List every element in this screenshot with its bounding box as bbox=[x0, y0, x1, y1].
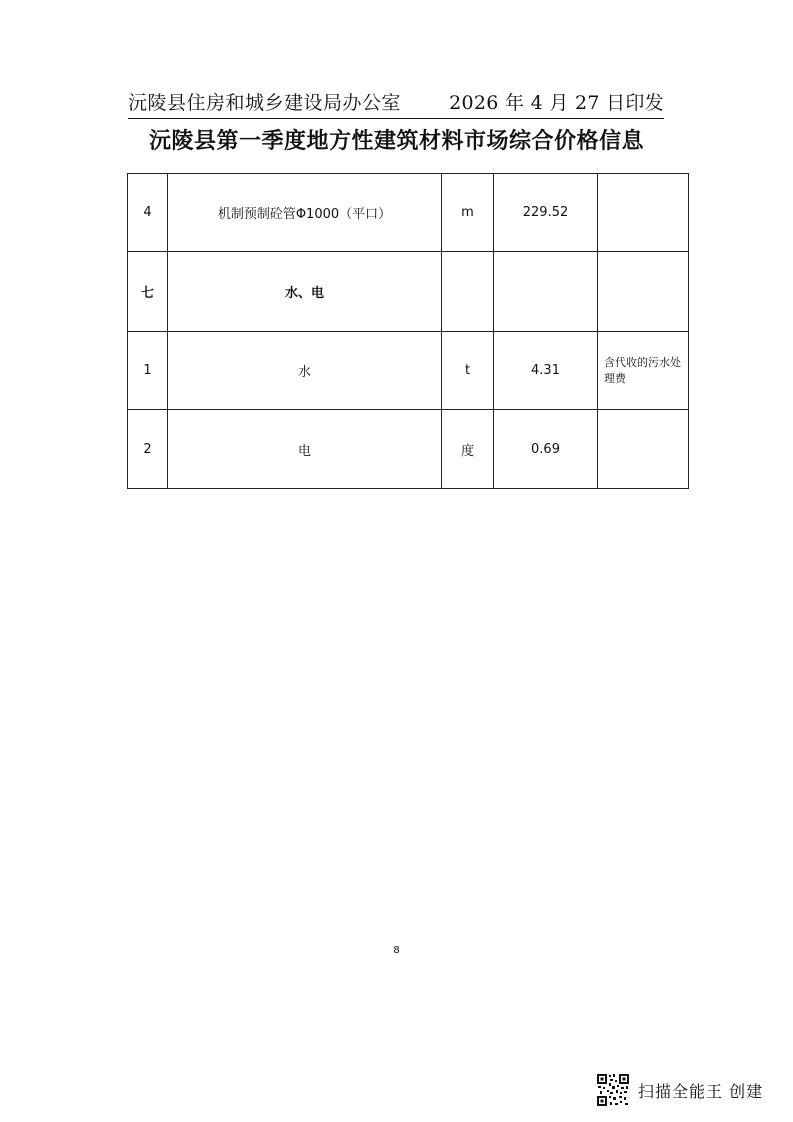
material-name: 机制预制砼管Φ1000（平口） bbox=[168, 174, 442, 252]
document-title: 沅陵县第一季度地方性建筑材料市场综合价格信息 bbox=[148, 129, 644, 154]
row-number: 2 bbox=[128, 410, 168, 489]
unit-cell bbox=[442, 252, 494, 332]
price-cell: 229.52 bbox=[494, 174, 598, 252]
table-row bbox=[128, 174, 689, 252]
page-number: 8 bbox=[393, 945, 400, 956]
section-name: 水、电 bbox=[168, 252, 442, 332]
table-row bbox=[128, 252, 689, 332]
price-cell: 4.31 bbox=[494, 332, 598, 410]
unit-cell: 度 bbox=[442, 410, 494, 489]
unit-cell: t bbox=[442, 332, 494, 410]
table-row bbox=[128, 410, 689, 489]
qr-code-icon bbox=[596, 1073, 630, 1107]
unit-cell: m bbox=[442, 174, 494, 252]
section-number: 七 bbox=[128, 252, 168, 332]
price-cell: 0.69 bbox=[494, 410, 598, 489]
document-header bbox=[128, 88, 664, 119]
note-cell: 含代收的污水处理费 bbox=[598, 332, 689, 410]
note-cell bbox=[598, 174, 689, 252]
scanner-watermark bbox=[596, 1072, 763, 1108]
row-number: 1 bbox=[128, 332, 168, 410]
note-cell bbox=[598, 410, 689, 489]
issue-date: 2026 年 4 月 27 日印发 bbox=[449, 92, 664, 114]
price-table bbox=[127, 173, 689, 489]
price-cell bbox=[494, 252, 598, 332]
row-number: 4 bbox=[128, 174, 168, 252]
watermark-text: 扫描全能王 创建 bbox=[638, 1081, 764, 1101]
table-row bbox=[128, 332, 689, 410]
material-name: 水 bbox=[168, 332, 442, 410]
issuer-name: 沅陵县住房和城乡建设局办公室 bbox=[128, 92, 402, 114]
note-cell bbox=[598, 252, 689, 332]
material-name: 电 bbox=[168, 410, 442, 489]
